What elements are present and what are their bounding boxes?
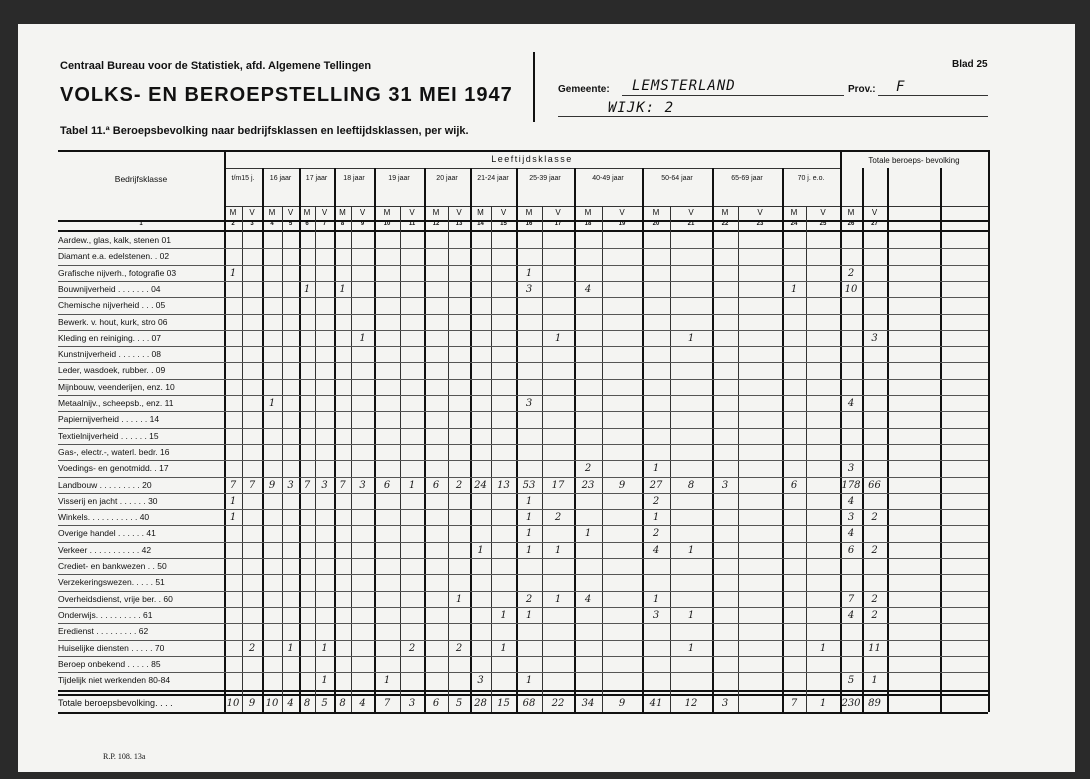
mv-header: V [500,208,507,217]
table-cell-value: 1 [584,528,592,540]
mv-header: V [820,208,826,217]
table-cell-value: 1 [500,609,507,621]
column-number: 14 [477,221,484,227]
row-label: Grafische nijverh., fotografie 03 [58,267,177,278]
table-cell-value: 24 [474,479,487,491]
table-cell-value: 1 [525,609,533,621]
column-number: 20 [652,221,660,227]
table-cell-value: 4 [847,398,855,409]
row-label: Leder, wasdoek, rubber. . 09 [58,365,166,376]
mv-header: V [688,208,694,217]
table-cell-value: 1 [652,463,660,475]
table-cell-value: 1 [321,642,328,654]
table-top-border [58,150,988,152]
total-value: 10 [226,698,240,710]
total-value: 89 [868,698,881,710]
document-sheet [18,24,1075,772]
column-line [242,206,243,712]
table-cell-value: 3 [477,675,484,687]
table-cell-value: 178 [841,479,861,491]
column-number: 2 [231,221,235,227]
total-bottom-line [58,712,988,714]
column-line [887,168,889,712]
mv-header: M [790,208,798,217]
table-cell-value: 1 [554,544,562,556]
table-cell-value: 1 [525,528,533,540]
table-cell-value: 1 [525,544,533,556]
table-cell-value: 1 [871,675,878,687]
column-line [738,206,739,712]
table-cell-value: 1 [500,642,507,654]
row-label: Diamant e.a. edelstenen. . 02 [58,251,170,262]
body-bottom-line [58,690,988,692]
table-cell-value: 1 [554,332,562,344]
row-line [58,265,988,266]
mv-header: M [721,208,729,217]
age-group-header: 17 jaar [305,175,328,182]
table-title: Tabel 11.ª Beroepsbevolking naar bedrijfsklassen en leeftijdsklassen, per wijk. [60,125,469,137]
table-cell-value: 1 [229,512,237,524]
column-line [334,168,336,712]
table-cell-value: 2 [847,267,855,279]
mv-header: M [383,208,391,217]
column-line [299,168,301,712]
row-line [58,411,988,412]
column-number: 26 [847,221,855,227]
table-cell-value: 2 [871,544,878,556]
row-line [58,346,988,347]
age-group-header: 21-24 jaar [477,175,509,182]
age-group-header: 18 jaar [343,175,365,182]
column-number: 1 [139,221,143,227]
total-value: 9 [618,698,626,710]
row-label: Voedings- en genotmidd. . 17 [58,463,169,474]
table-cell-value: 1 [321,675,328,687]
table-cell-value: 1 [339,283,346,295]
table-cell-value: 3 [287,479,294,491]
mv-header: V [359,208,366,217]
table-cell-value: 2 [248,642,256,654]
table-cell-value: 2 [455,479,463,491]
row-label: Mijnbouw, veenderijen, enz. 10 [58,381,175,392]
total-value: 7 [383,698,391,710]
bureau-line: Centraal Bureau voor de Statistiek, afd. Algemene Tellingen [60,60,372,72]
table-cell-value: 9 [268,479,276,491]
table-cell-value: 1 [268,398,276,409]
column-line [424,168,426,712]
table-cell-value: 3 [652,609,660,621]
column-line [574,168,576,712]
row-line [58,379,988,380]
total-label: Totale beroepsbevolking. . . . [58,698,173,709]
total-value: 4 [359,698,366,710]
age-group-header: 16 jaar [269,175,292,182]
row-label: Visserij en jacht . . . . . . 30 [58,495,158,506]
row-line [58,591,988,592]
row-line [58,493,988,494]
row-line [58,395,988,396]
row-line [58,509,988,510]
mv-header: M [339,208,346,217]
total-value: 5 [455,698,463,710]
total-value: 12 [684,698,698,710]
column-number: 23 [756,221,764,227]
column-number: 4 [270,221,274,227]
table-cell-value: 2 [554,512,562,524]
table-cell-value: 1 [477,544,484,556]
row-label: Papiernijverheid . . . . . . 14 [58,414,160,425]
row-line [58,281,988,282]
column-line [351,206,352,712]
column-number: 10 [383,221,391,227]
column-number: 17 [554,221,562,227]
mv-header: M [432,208,440,217]
total-value: 1 [819,698,827,710]
column-number: 25 [819,221,827,227]
table-cell-value: 4 [584,593,592,605]
table-cell-value: 1 [687,544,695,556]
table-cell-value: 3 [359,479,366,491]
age-group-header: 25-39 jaar [529,175,561,182]
age-group-header: 19 jaar [388,175,410,182]
column-line [374,168,376,712]
column-line [282,206,283,712]
column-line [448,206,449,712]
form-code: R.P. 108. 13a [103,752,146,761]
table-cell-value: 1 [383,675,391,687]
column-line [315,206,316,712]
column-line [262,168,264,712]
column-line [400,206,401,712]
column-number: 13 [455,221,463,227]
row-label: Verkeer . . . . . . . . . . . 42 [58,544,152,555]
prov-label: Prov.: [848,84,876,95]
row-line [58,574,988,575]
table-cell-value: 6 [432,479,440,491]
row-label: Huiselijke diensten . . . . . 70 [58,642,165,653]
total-value: 6 [432,698,440,710]
column-number: 11 [408,221,416,227]
table-cell-value: 13 [497,479,510,491]
age-group-header: 20 jaar [436,175,458,182]
column-number: 15 [500,221,507,227]
table-cell-value: 2 [584,463,592,475]
mv-header: M [477,208,484,217]
column-line [470,168,472,712]
mv-header: V [249,208,255,217]
bedrijfsklasse-header: Bedrijfsklasse [114,174,168,184]
column-line [988,150,990,712]
table-cell-value: 23 [581,479,595,491]
mv-header: M [847,208,855,217]
table-cell-value: 7 [847,593,855,605]
sheet-number: Blad 25 [952,59,988,70]
mv-header: V [757,208,763,217]
total-value: 22 [551,698,565,710]
mv-header: V [871,208,878,217]
total-value: 4 [287,698,294,710]
row-line [58,297,988,298]
total-value: 3 [721,698,729,710]
column-line [516,168,518,712]
prov-value: F [896,79,905,95]
row-label: Kunstnijverheid . . . . . . . 08 [58,349,161,360]
table-cell-value: 1 [359,332,366,344]
column-line [602,206,603,712]
table-cell-value: 27 [649,479,663,491]
total-value: 9 [248,698,256,710]
column-number: 16 [525,221,533,227]
table-cell-value: 3 [321,479,328,491]
row-label: Landbouw . . . . . . . . . 20 [58,479,152,490]
table-cell-value: 1 [525,495,533,507]
mv-header: V [555,208,561,217]
column-line [712,168,714,712]
total-value: 7 [790,698,798,710]
column-number: 6 [305,221,309,227]
row-label: Beroep onbekend . . . . . 85 [58,658,161,669]
table-cell-value: 1 [525,675,533,687]
total-value: 68 [522,698,536,710]
table-cell-value: 1 [287,642,294,654]
table-cell-value: 6 [847,544,855,556]
column-number: 8 [340,221,345,227]
header-divider [533,52,535,122]
column-number: 3 [250,221,254,227]
row-label: Winkels. . . . . . . . . . . 40 [58,512,150,523]
row-line [58,656,988,657]
table-cell-value: 2 [408,642,416,654]
table-cell-value: 4 [847,528,855,540]
column-line [840,150,842,712]
mv-header: M [525,208,533,217]
age-subheader-line [224,168,840,169]
total-value: 10 [265,698,279,710]
table-cell-value: 3 [525,398,533,409]
row-label: Overheidsdienst, vrije ber. . 60 [58,593,173,604]
table-cell-value: 6 [790,479,798,491]
row-line [58,330,988,331]
table-cell-value: 1 [525,512,533,524]
age-group-header: 65-69 jaar [731,175,763,182]
row-label: Crediet- en bankwezen . . 50 [58,561,167,571]
mv-header: V [287,208,294,217]
column-line [224,150,226,712]
table-cell-value: 1 [554,593,562,605]
column-line [782,168,784,712]
table-cell-value: 3 [871,332,878,344]
prov-underline [878,95,988,96]
table-cell-value: 1 [687,332,695,344]
mv-header: V [619,208,625,217]
table-cell-value: 1 [229,267,237,279]
column-number: 21 [687,221,695,227]
column-number: 19 [618,221,626,227]
table-cell-value: 8 [687,479,695,491]
table-cell-value: 11 [868,642,881,654]
table-cell-value: 4 [652,544,660,556]
column-number: 9 [360,221,365,227]
table-cell-value: 3 [847,463,855,475]
column-line [642,168,644,712]
table-cell-value: 5 [847,675,855,687]
table-cell-value: 6 [383,479,391,491]
table-cell-value: 2 [525,593,533,605]
row-label: Bouwnijverheid . . . . . . . 04 [58,283,161,294]
row-line [58,460,988,461]
table-cell-value: 1 [790,283,798,295]
row-line [58,314,988,315]
age-group-header: 70 j. e.o. [797,175,825,182]
table-cell-value: 9 [618,479,626,491]
column-line [542,206,543,712]
age-group-header: 50-64 jaar [661,175,693,182]
column-number: 7 [322,221,327,227]
age-group-header: 40-49 jaar [592,175,624,182]
table-cell-value: 53 [522,479,536,491]
row-line [58,477,988,478]
mv-header: M [652,208,660,217]
column-line [491,206,492,712]
mv-header: M [584,208,592,217]
mv-header: V [321,208,328,217]
row-line [58,623,988,624]
row-label: Aardew., glas, kalk, stenen 01 [58,235,171,245]
table-cell-value: 1 [455,593,463,605]
table-cell-value: 2 [652,528,660,540]
column-line [862,168,864,712]
wijk-underline [558,116,988,117]
table-cell-value: 3 [525,283,533,295]
table-cell-value: 7 [339,479,346,491]
total-value: 3 [408,698,416,710]
row-label: Kleding en reiniging. . . . 07 [58,332,162,343]
column-number: 24 [790,221,798,227]
totale-header: Totale beroeps- bevolking [868,156,960,165]
table-cell-value: 3 [721,479,729,491]
age-group-header: t/m15 j. [231,175,255,182]
table-cell-value: 7 [248,479,256,491]
row-line [58,607,988,608]
total-value: 28 [474,698,487,710]
table-cell-value: 1 [408,479,416,491]
column-line [670,206,671,712]
table-cell-value: 2 [871,593,878,605]
table-cell-value: 66 [868,479,881,491]
leeftijd-header: Leeftijdsklasse [491,154,573,164]
gemeente-value: LEMSTERLAND [632,78,736,94]
row-label: Eredienst . . . . . . . . . 62 [58,626,149,637]
total-value: 41 [649,698,663,710]
column-line [940,168,942,712]
total-value: 34 [581,698,595,710]
row-label: Tijdelijk niet werkenden 80-84 [58,675,171,686]
mv-header: M [303,208,311,217]
row-line [58,640,988,641]
column-number: 5 [288,221,293,227]
table-cell-value: 1 [229,495,237,507]
table-cell-value: 1 [687,642,695,654]
row-line [58,672,988,673]
total-value: 230 [841,698,861,710]
mv-header: V [456,208,462,217]
row-line [58,558,988,559]
gemeente-underline [622,95,844,96]
wijk-value: WIJK: 2 [608,100,675,116]
column-number: 22 [721,221,729,227]
column-line [806,206,807,712]
document-title: VOLKS- EN BEROEPSTELLING 31 MEI 1947 [60,84,513,106]
row-line [58,525,988,526]
table-cell-value: 1 [819,642,827,654]
mv-header: V [409,208,415,217]
mv-header: M [268,208,276,217]
row-line [58,428,988,429]
header-bottom-line [58,230,988,232]
table-cell-value: 1 [303,283,311,295]
total-value: 8 [339,698,346,710]
row-label: Chemische nijverheid . . . 05 [58,300,166,311]
row-line [58,444,988,445]
table-cell-value: 3 [847,512,855,524]
column-number: 12 [432,221,440,227]
total-value: 15 [497,698,510,710]
table-cell-value: 4 [584,283,592,295]
table-cell-value: 1 [652,512,660,524]
row-label: Metaalnijv., scheepsb., enz. 11 [58,398,174,408]
row-label: Bewerk. v. hout, kurk, stro 06 [58,316,168,327]
row-label: Verzekeringswezen. . . . . 51 [58,577,165,588]
table-cell-value: 4 [847,495,855,507]
row-line [58,362,988,363]
table-cell-value: 2 [455,642,463,654]
table-cell-value: 2 [871,512,878,524]
row-line [58,542,988,543]
total-value: 8 [303,698,311,710]
table-cell-value: 7 [303,479,311,491]
table-cell-value: 4 [847,609,855,621]
table-cell-value: 1 [525,267,533,279]
table-cell-value: 2 [871,609,878,621]
row-label: Overige handel . . . . . . 41 [58,528,156,539]
gemeente-label: Gemeente: [558,84,610,95]
total-top-line [58,694,988,696]
mv-header: M [229,208,237,217]
column-number: 18 [584,221,592,227]
row-label: Gas-, electr.-, waterl. bedr. 16 [58,446,170,457]
table-cell-value: 17 [551,479,565,491]
mv-line [224,206,988,207]
table-cell-value: 10 [844,283,858,295]
table-cell-value: 1 [652,593,660,605]
table-cell-value: 7 [229,479,237,491]
table-cell-value: 1 [687,609,695,621]
column-number: 27 [871,221,878,227]
table-cell-value: 2 [652,495,660,507]
row-label: Onderwijs. . . . . . . . . . 61 [58,609,153,620]
row-line [58,248,988,249]
total-value: 5 [321,698,328,710]
row-label: Textielnijverheid . . . . . . 15 [58,430,159,441]
